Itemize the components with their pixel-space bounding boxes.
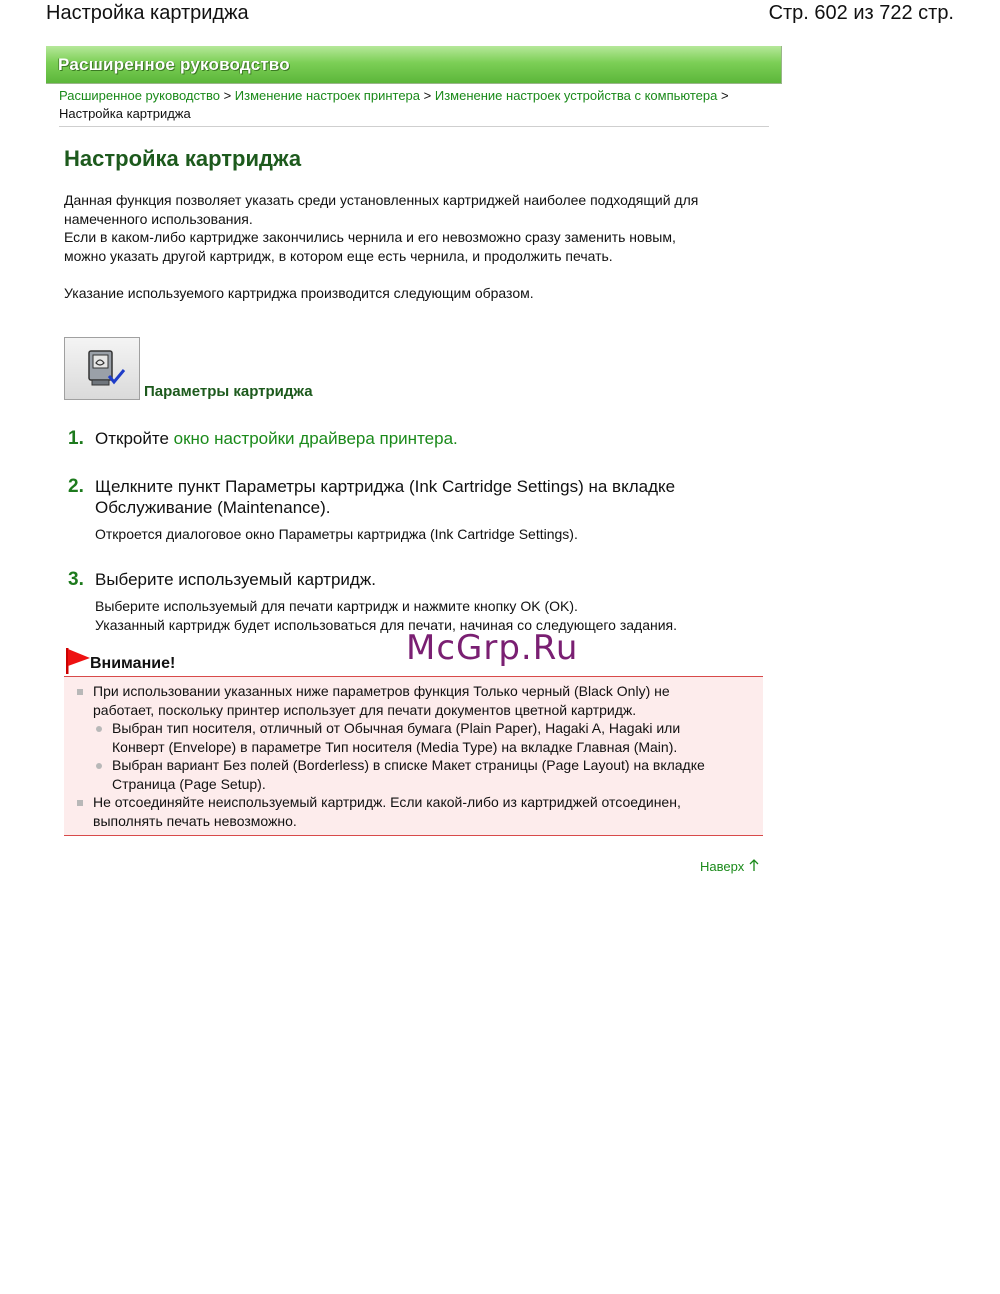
caution-box	[64, 676, 763, 836]
intro-line: намеченного использования.	[64, 210, 253, 227]
page-counter: Стр. 602 из 722 стр.	[768, 2, 954, 24]
caution-item	[93, 793, 681, 830]
intro-note: Указание используемого картриджа производится следующим образом.	[64, 285, 534, 301]
back-to-top-label: Наверх	[700, 859, 745, 874]
ink-cartridge-settings-icon	[64, 337, 140, 400]
step-2-text	[95, 476, 775, 518]
step-3-note-line: Выберите используемый для печати картридж и нажмите кнопку OK (OK).	[95, 598, 578, 614]
caution-line: Конверт (Envelope) в параметре Тип носителя (Media Type) на вкладке Главная (Main).	[112, 738, 678, 755]
intro-line: Данная функция позволяет указать среди установленных картриджей наиболее подходящий для	[64, 192, 699, 208]
step-2-line: Щелкните пункт Параметры картриджа (Ink Cartridge Settings) на вкладке	[95, 477, 676, 496]
page-title: Настройка картриджа	[64, 146, 302, 171]
intro-paragraph	[64, 191, 764, 265]
breadcrumb-current: Настройка картриджа	[59, 106, 191, 121]
breadcrumb-separator: >	[223, 88, 232, 103]
red-flag-icon	[65, 648, 91, 674]
square-bullet-icon	[77, 800, 83, 806]
breadcrumb-separator: >	[720, 88, 729, 103]
step-3-note-line: Указанный картридж будет использоваться для печати, начиная со следующего задания.	[95, 616, 678, 633]
breadcrumb-link-advanced-guide[interactable]: Расширенное руководство	[59, 88, 220, 103]
step-number: 3.	[68, 569, 84, 590]
guide-banner	[46, 46, 782, 84]
intro-line: Если в каком-либо картридже закончились чернила и его невозможно сразу заменить новым,	[64, 229, 676, 245]
step-2-note: Откроется диалоговое окно Параметры картриджа (Ink Cartridge Settings).	[95, 526, 578, 542]
caution-subitem	[112, 719, 680, 756]
caution-subitem	[112, 756, 705, 793]
step-3-text: Выберите используемый картридж.	[95, 570, 376, 589]
step-number: 2.	[68, 476, 84, 497]
caution-line: выполнять печать невозможно.	[93, 812, 297, 829]
caution-line: работает, поскольку принтер использует для печати документов цветной картридж.	[93, 701, 637, 718]
section-label: Параметры картриджа	[144, 383, 313, 400]
caution-item	[93, 682, 670, 719]
step-1-text	[95, 428, 775, 449]
caution-line: Страница (Page Setup).	[112, 775, 266, 792]
arrow-up-icon	[748, 859, 760, 872]
round-bullet-icon	[96, 726, 102, 732]
caution-line: Не отсоединяйте неиспользуемый картридж. Если какой-либо из картриджей отсоединен,	[93, 794, 681, 810]
breadcrumb	[59, 87, 769, 123]
printer-driver-window-link[interactable]: окно настройки драйвера принтера.	[173, 429, 458, 448]
intro-line: можно указать другой картридж, в котором еще есть чернила, и продолжить печать.	[64, 247, 613, 264]
caution-line: Выбран тип носителя, отличный от Обычная бумага (Plain Paper), Hagaki A, Hagaki или	[112, 720, 681, 736]
caution-title: Внимание!	[90, 655, 176, 672]
banner-label: Расширенное руководство	[58, 55, 290, 74]
step-1-prefix: Откройте	[95, 429, 174, 448]
step-number: 1.	[68, 428, 84, 449]
watermark: McGrp.Ru	[406, 628, 579, 668]
caution-line: При использовании указанных ниже параметров функция Только черный (Black Only) не	[93, 683, 670, 699]
round-bullet-icon	[96, 763, 102, 769]
breadcrumb-separator: >	[423, 88, 432, 103]
square-bullet-icon	[77, 689, 83, 695]
caution-line: Выбран вариант Без полей (Borderless) в списке Макет страницы (Page Layout) на вкладке	[112, 757, 705, 773]
step-2-line: Обслуживание (Maintenance).	[95, 498, 331, 517]
document-title: Настройка картриджа	[46, 2, 249, 24]
breadcrumb-link-device-settings[interactable]: Изменение настроек устройства с компьютера	[434, 88, 718, 103]
divider	[59, 126, 769, 127]
breadcrumb-link-printer-settings[interactable]: Изменение настроек принтера	[234, 88, 421, 103]
back-to-top-link[interactable]	[700, 859, 760, 874]
